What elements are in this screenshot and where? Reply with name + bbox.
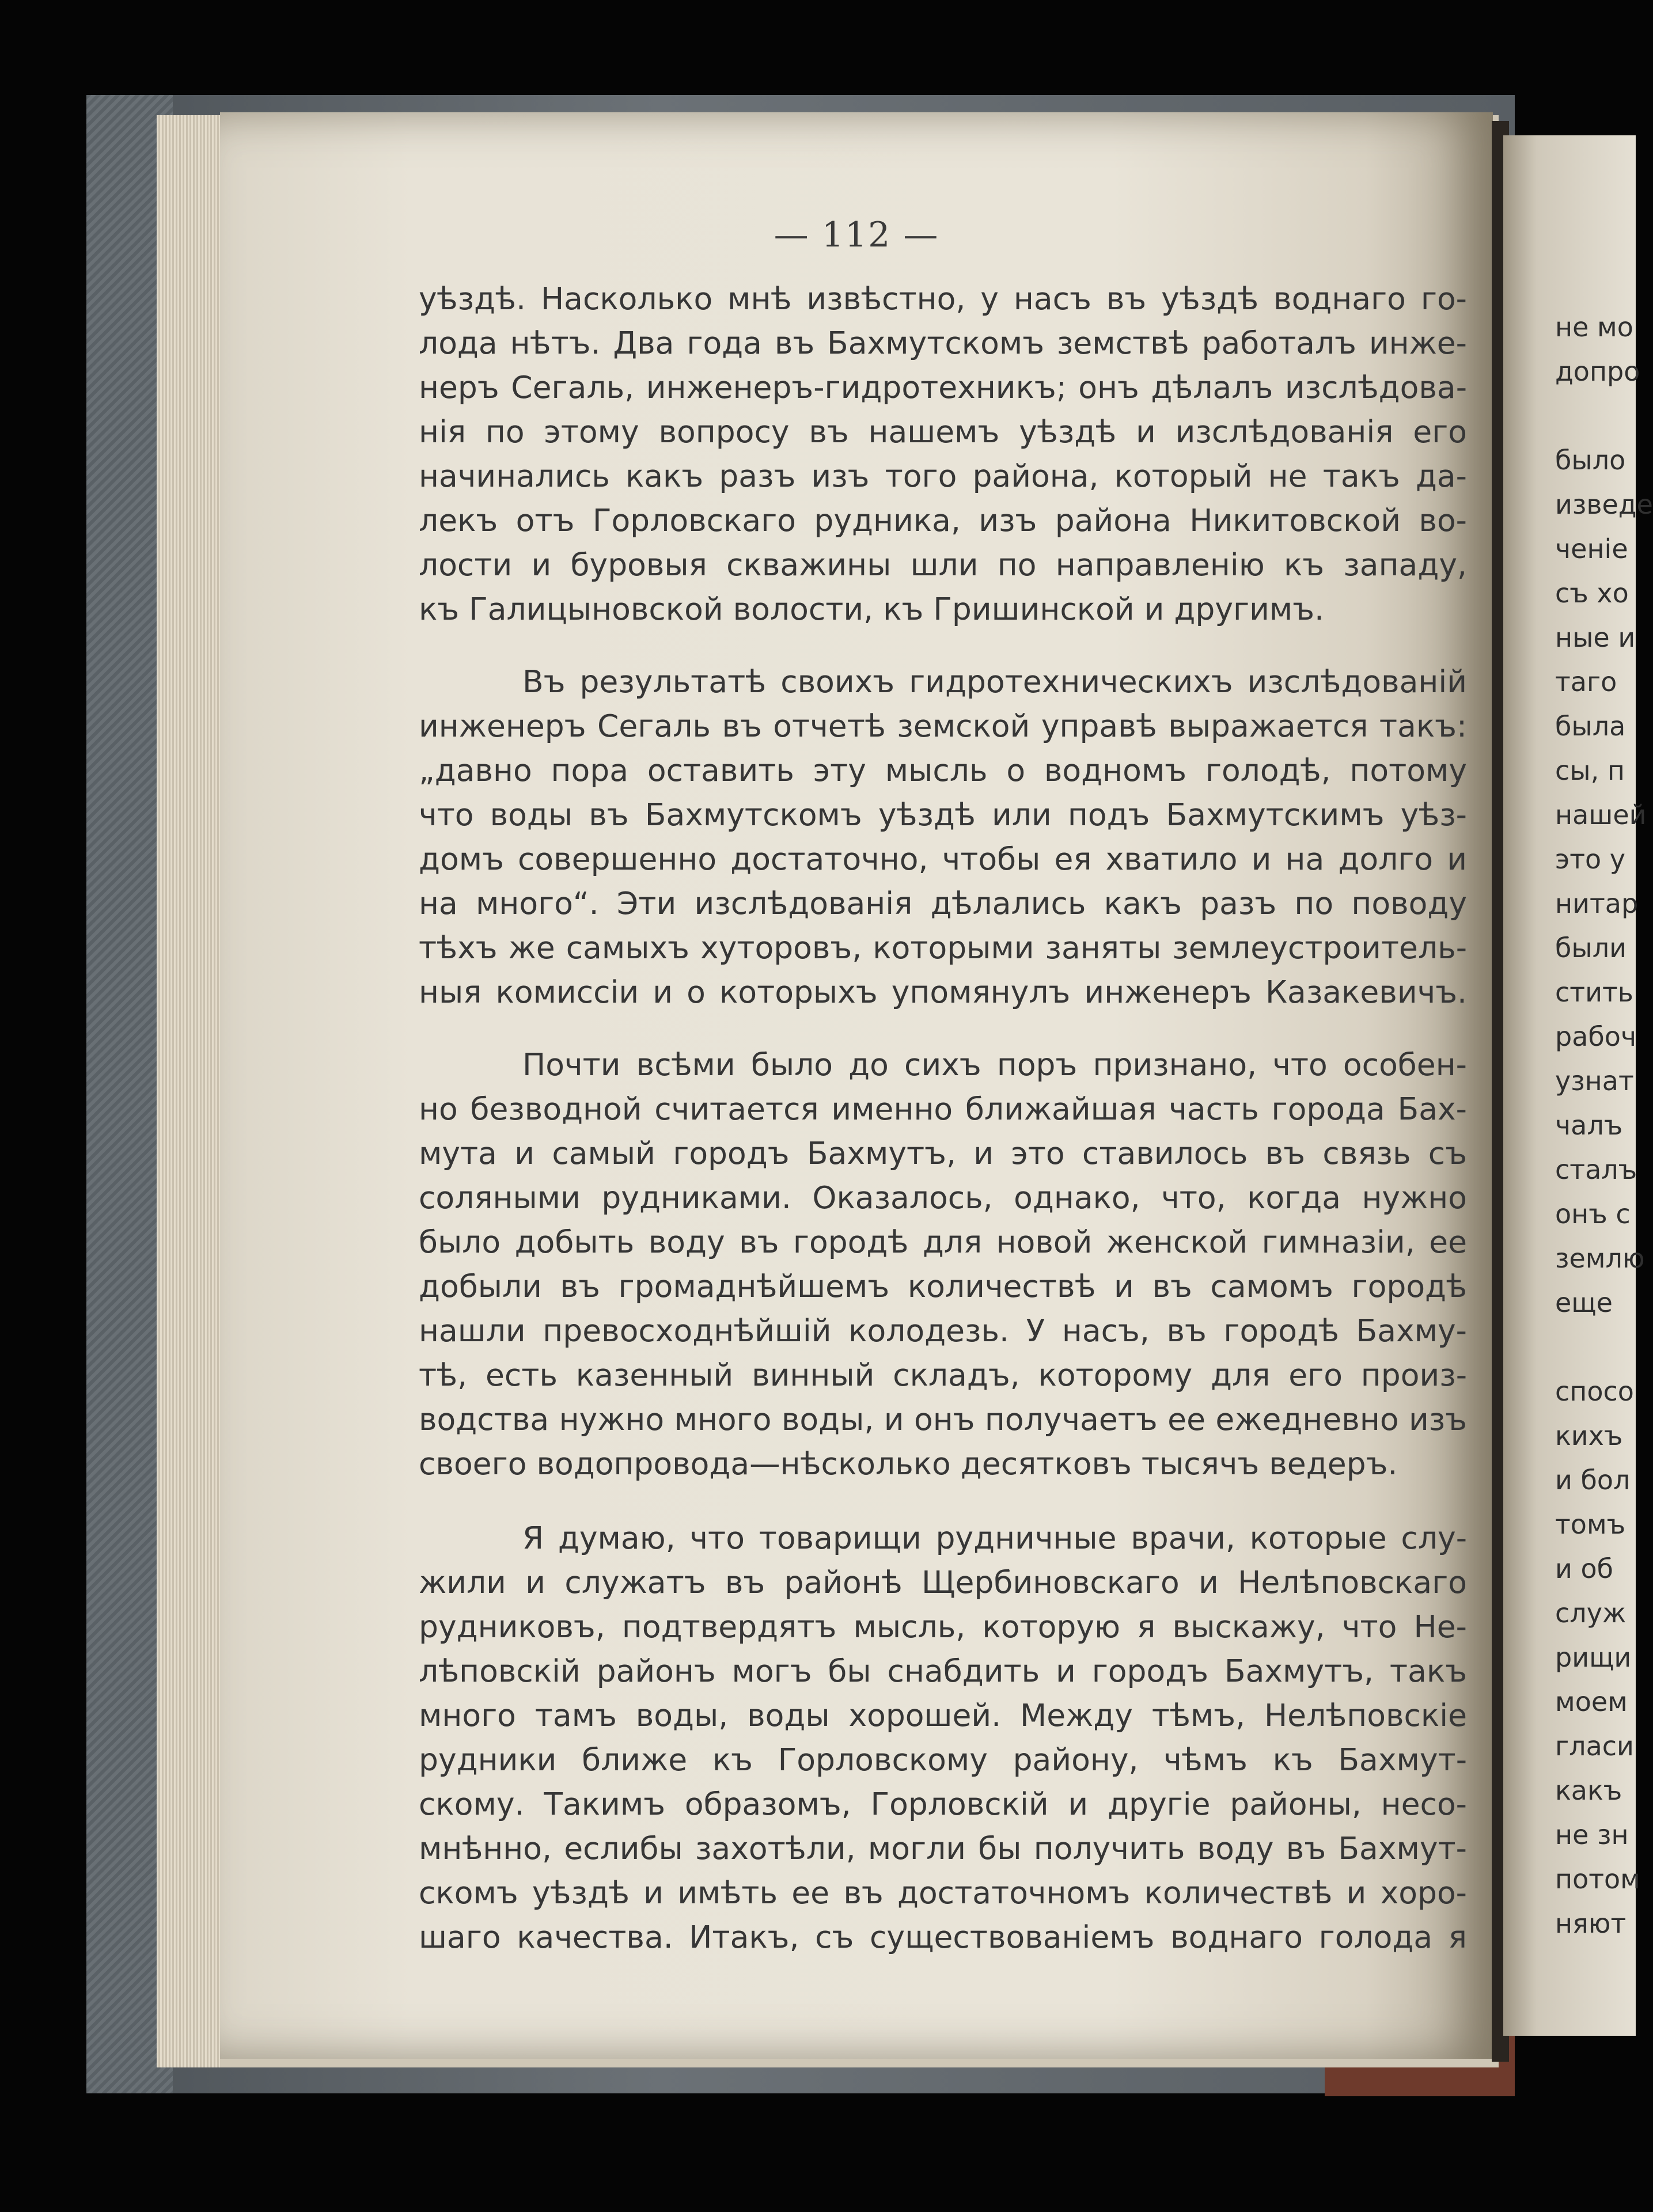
next-page-line: потом (1555, 1864, 1640, 1895)
text-line: Я думаю, что товарищи рудничные врачи, которые слу- (522, 1520, 1467, 1556)
paragraph-2 (419, 659, 1467, 1014)
text-line: лости и буровыя скважины шли по направленію къ западу, (419, 547, 1467, 583)
text-line: нія по этому вопросу въ нашемъ уѣздѣ и изслѣдованія его (419, 413, 1467, 450)
next-page-line: чалъ (1555, 1110, 1623, 1141)
text-line: Въ результатѣ своихъ гидротехническихъ изслѣдованій (522, 663, 1467, 700)
text-line: рудниковъ, подтвердятъ мысль, которую я выскажу, что Не- (419, 1608, 1467, 1645)
page-stack-edge (157, 115, 220, 2067)
next-page-line: и бол (1555, 1464, 1631, 1496)
page-body (419, 276, 1467, 1959)
next-page-line: какъ (1555, 1775, 1622, 1806)
next-page-line: служ (1555, 1598, 1627, 1629)
next-page-line: таго (1555, 666, 1617, 697)
next-page-line: рищи (1555, 1642, 1632, 1673)
text-line: неръ Сегаль, инженеръ-гидротехникъ; онъ дѣлалъ изслѣдова- (419, 369, 1467, 405)
text-line: мута и самый городъ Бахмутъ, и это ставилось въ связь съ (419, 1135, 1467, 1171)
next-page (1503, 135, 1653, 2036)
text-line: что воды въ Бахмутскомъ уѣздѣ или подъ Бахмутскимъ уѣз- (419, 796, 1467, 833)
next-page-line: ные и (1555, 622, 1636, 653)
next-page-line: это у (1555, 844, 1626, 875)
paragraph-1 (419, 276, 1467, 631)
next-page-line: были (1555, 932, 1627, 963)
text-line: домъ совершенно достаточно, чтобы ея хватило и на долго и (419, 841, 1467, 877)
text-line: инженеръ Сегаль въ отчетѣ земской управѣ выражается такъ: (419, 708, 1467, 744)
next-page-line: няют (1555, 1908, 1627, 1939)
next-page-line: сталъ (1555, 1154, 1637, 1185)
text-line: но безводной считается именно ближайшая часть города Бах- (419, 1091, 1467, 1127)
next-page-line (1555, 1325, 1653, 1369)
text-line: скому. Такимъ образомъ, Горловскій и другіе районы, несо- (419, 1786, 1467, 1822)
paragraph-3 (419, 1042, 1467, 1486)
next-page-line: нитар (1555, 888, 1639, 919)
text-line: уѣздѣ. Насколько мнѣ извѣстно, у насъ въ уѣздѣ воднаго го- (419, 280, 1467, 317)
next-page-line: сы, п (1555, 755, 1625, 786)
text-line: на много“. Эти изслѣдованія дѣлались какъ разъ по поводу (419, 885, 1467, 921)
text-line: мнѣнно, еслибы захотѣли, могли бы получить воду въ Бахмут- (419, 1830, 1467, 1866)
next-page-line: рабоч (1555, 1021, 1637, 1052)
next-page-line: допро (1555, 356, 1640, 387)
text-line: было добыть воду въ городѣ для новой женской гимназіи, ее (419, 1224, 1467, 1260)
text-line: лѣповскій районъ могъ бы снабдить и городъ Бахмутъ, такъ (419, 1653, 1467, 1689)
text-line: шаго качества. Итакъ, съ существованіемъ воднаго голода я (419, 1919, 1467, 1955)
next-page-line: изведе (1555, 489, 1653, 520)
book-page (220, 112, 1493, 2059)
text-line: ныя комиссіи и о которыхъ упомянулъ инженеръ Казакевичъ. (419, 974, 1467, 1010)
page-number: — 112 — (774, 215, 939, 255)
text-line: начинались какъ разъ изъ того района, который не такъ да- (419, 458, 1467, 494)
next-page-line: не мо (1555, 312, 1633, 343)
next-page-text (1555, 305, 1653, 1946)
text-line: лекъ отъ Горловскаго рудника, изъ района Никитовской во- (419, 502, 1467, 538)
text-line: скомъ уѣздѣ и имѣть ее въ достаточномъ количествѣ и хоро- (419, 1875, 1467, 1911)
next-page-line: была (1555, 711, 1626, 742)
text-line: нашли превосходнѣйшій колодезь. У насъ, въ городѣ Бахму- (419, 1312, 1467, 1349)
next-page-line: кихъ (1555, 1420, 1623, 1451)
text-line: своего водопровода—нѣсколько десятковъ тысячъ ведеръ. (419, 1445, 1398, 1482)
text-line: „давно пора оставить эту мысль о водномъ голодѣ, потому (419, 752, 1467, 788)
text-line: водства нужно много воды, и онъ получаетъ ее ежедневно изъ (419, 1401, 1467, 1437)
next-page-line: гласи (1555, 1731, 1634, 1762)
next-page-line: землю (1555, 1243, 1645, 1274)
text-line: добыли въ громаднѣйшемъ количествѣ и въ самомъ городѣ (419, 1268, 1467, 1304)
text-line: много тамъ воды, воды хорошей. Между тѣмъ, Нелѣповскіе (419, 1697, 1467, 1733)
text-line: къ Галицыновской волости, къ Гришинской и другимъ. (419, 591, 1325, 627)
text-line: тѣ, есть казенный винный складъ, которому для его произ- (419, 1357, 1467, 1393)
next-page-line: спосо (1555, 1376, 1634, 1407)
text-line: лода нѣтъ. Два года въ Бахмутскомъ земствѣ работалъ инже- (419, 325, 1467, 361)
next-page-line: еще (1555, 1287, 1613, 1318)
text-line: рудники ближе къ Горловскому району, чѣмъ къ Бахмут- (419, 1741, 1467, 1778)
next-page-line: было (1555, 445, 1626, 476)
text-line: соляными рудниками. Оказалось, однако, что, когда нужно (419, 1179, 1467, 1216)
next-page-line: съ хо (1555, 578, 1629, 609)
text-line: жили и служатъ въ районѣ Щербиновскаго и Нелѣповскаго (419, 1564, 1467, 1600)
next-page-line: нашей (1555, 799, 1647, 830)
next-page-line: томъ (1555, 1509, 1626, 1540)
next-page-line: узнат (1555, 1065, 1634, 1096)
next-page-line: и об (1555, 1553, 1614, 1584)
next-page-line: моем (1555, 1686, 1628, 1717)
next-page-line: стить (1555, 977, 1633, 1008)
paragraph-4 (419, 1516, 1467, 1959)
next-page-line: онъ с (1555, 1198, 1631, 1230)
next-page-line: не зн (1555, 1819, 1629, 1850)
next-page-line (1555, 394, 1653, 438)
text-line: Почти всѣми было до сихъ поръ признано, что особен- (522, 1046, 1467, 1083)
next-page-line: ченіе (1555, 533, 1628, 564)
text-line: тѣхъ же самыхъ хуторовъ, которыми заняты землеустроитель- (419, 929, 1467, 966)
